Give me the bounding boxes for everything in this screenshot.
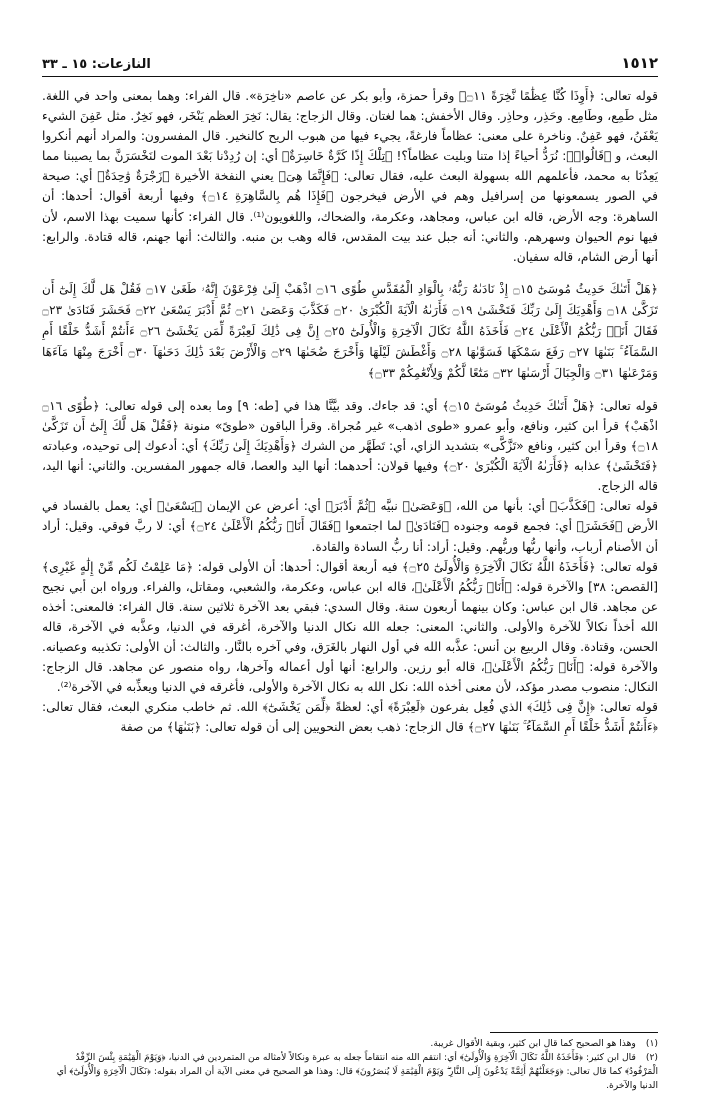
surah-verse-range: النازعات: ١٥ ـ ٣٣: [42, 57, 151, 72]
footnote-divider: [490, 1032, 658, 1033]
running-header: [42, 46, 658, 72]
footnote-text: وهذا هو الصحيح كما قال ابن كثير، وبقية الأقوال غريبة.: [430, 1038, 636, 1049]
header-divider: [42, 76, 658, 77]
quran-verses-block: ﴿هَلْ أَتَىٰكَ حَدِيثُ مُوسَىٰٓ ۝١٥ إِذْ نَادَىٰهُ رَبُّهُۥ بِالْوَادِ الْمُقَدَّسِ طُوًى ۝١٦ اذْهَبْ إِلَىٰ فِرْعَوْنَ إِنَّهُۥ طَغَىٰ ۝١٧ فَقُلْ هَل لَّكَ إِلَىٰٓ أَن تَزَكَّىٰ ۝١٨ وَأَهْدِيَكَ إِلَىٰ رَبِّكَ فَتَخْشَىٰ ۝١٩ فَأَرَىٰهُ الْآيَةَ الْكُبْرَىٰ ۝٢٠ فَكَذَّبَ وَعَصَىٰ ۝٢١ ثُمَّ أَدْبَرَ يَسْعَىٰ ۝٢٢ فَحَشَرَ فَنَادَىٰ ۝٢٣ فَقَالَ أَنَا۠ رَبُّكُمُ الْأَعْلَىٰ ۝٢٤ فَأَخَذَهُ اللَّهُ نَكَالَ الْآخِرَةِ وَالْأُولَىٰٓ ۝٢٥ إِنَّ فِى ذَٰلِكَ لَعِبْرَةً لِّمَن يَخْشَىٰٓ ۝٢٦ ءَأَنتُمْ أَشَدُّ خَلْقًا أَمِ السَّمَآءُ ۚ بَنَىٰهَا ۝٢٧ رَفَعَ سَمْكَهَا فَسَوَّىٰهَا ۝٢٨ وَأَغْطَشَ لَيْلَهَا وَأَخْرَجَ ضُحَىٰهَا ۝٢٩ وَالْأَرْضَ بَعْدَ ذَٰلِكَ دَحَىٰهَآ ۝٣٠ أَخْرَجَ مِنْهَا مَآءَهَا وَمَرْعَىٰهَا ۝٣١ وَالْجِبَالَ أَرْسَىٰهَا ۝٣٢ مَتَٰعًا لَّكُمْ وَلِأَنْعَٰمِكُمْ ۝٣٣﴾: [42, 281, 658, 380]
footnote-text: قال ابن كثير: ﴿فَأَخَذَهُ اللَّهُ نَكَالَ الْآخِرَةِ وَالْأُولَىٰٓ﴾ أي: انتقم الله منه انتقاماً جعله به عبرة ونكالاً لأمثاله من المتمردين في الدنيا، ﴿وَيَوْمَ الْقِيَٰمَةِ بِئْسَ الرِّفْدُ الْمَرْفُودُ﴾ كما قال تعالى: ﴿وَجَعَلْنَٰهُمْ أَئِمَّةً يَدْعُونَ إِلَى النَّارِ ۖ وَيَوْمَ الْقِيَٰمَةِ لَا يُنصَرُونَ﴾ قال: وهذا هو الصحيح في معنى الآية أن المراد بقوله: ﴿نَكَالَ الْآخِرَةِ وَالْأُولَىٰٓ﴾ أي الدنيا والآخرة.: [56, 1052, 658, 1091]
footnote-number: (٢): [645, 1052, 658, 1063]
footnote: [42, 1037, 658, 1051]
commentary-body: [42, 86, 658, 1021]
commentary-paragraph: قوله تعالى: ﴿هَلْ أَتَىٰكَ حَدِيثُ مُوسَىٰٓ ۝١٥﴾ أي: قد جاءك. وقد بيَّنَّا هذا في [طه: ٩] وما بعده إلى قوله تعالى: ﴿طُوًى ۝١٦ اذْهَبْ﴾ قرأ ابن كثير، ونافع، وأبو عمرو «طوى اذهب» غير مُجراة. وقرأ الباقون «طوىً» منونة ﴿فَقُلْ هَل لَّكَ إِلَىٰٓ أَن تَزَكَّىٰ ۝١٨﴾ وقرأ ابن كثير، ونافع «تَزَّكَّى» بتشديد الزاي، أي: تَطَهَّر من الشرك ﴿وَأَهْدِيَكَ إِلَىٰ رَبِّكَ﴾ أي: أدعوك إلى توحيده، وعبادته ﴿فَتَخْشَىٰ﴾ عذابه ﴿فَأَرَىٰهُ الْآيَةَ الْكُبْرَىٰ ۝٢٠﴾ وفيها قولان: أحدهما: أنها اليد والعصا، قاله جمهور المفسرين. والثاني: أنها اليد، قاله الزجاج.: [42, 398, 658, 494]
spacer: [42, 388, 658, 396]
commentary-paragraph: قوله تعالى: ﴿إِنَّ فِى ذَٰلِكَ﴾ الذي فُعِل بفرعون ﴿لَعِبْرَةً﴾ أي: لعظةً ﴿لِّمَن يَخْشَىٰٓ﴾ الله. ثم خاطب منكري البعث، فقال تعالى: ﴿ءَأَنتُمْ أَشَدُّ خَلْقًا أَمِ السَّمَآءُ ۚ بَنَىٰهَا ۝٢٧﴾ قال الزجاج: ذهب بعض النحويين إلى أن قوله تعالى: ﴿بَنَىٰهَا﴾ من صفة: [42, 700, 658, 735]
commentary-paragraph: قوله تعالى: ﴿أَوِذَا كُنَّا عِظَٰمًا نَّخِرَةً ۝١١﴾ وقرأ حمزة، وأبو بكر عن عاصم «ناخِرَة». قال الفراء: وهما بمعنى واحد في اللغة. مثل طَمِع، وطَامِع. وحَذِر، وحاذِر. وقال الأخفش: هما لغتان. وقال الزجاج: يقال: نَخِرَ العظم يَنْخَر، فهو نَخِرٌ. مثل عَفِنَ الشيء يَعْفَنُ، فهو عَفِنٌ. وناخرة على معنى: عظاماً فارغةً، يجيء فيها من هبوب الريح كالنخير. قال المفسرون: والمراد أنهم أنكروا البعث، و ﴿قَالُوا۟﴾: نُرَدُّ أحياءً إذا متنا وبليت عظاماً؟! ﴿تِلْكَ إِذًا كَرَّةٌ خَاسِرَةٌ﴾ أي: إن رُدِدْنا بَعْدَ الموت لنَخْسَرَنَّ بما يصيبنا مما يَعِدُنَا به محمد، فأعلمهم الله بسهولة البعث عليه، فقال تعالى: ﴿فَإِنَّمَا هِىَ﴾ يعني النفخة الأخيرة ﴿زَجْرَةٌ وَٰحِدَةٌ﴾ أي: صيحة في الصور يسمعونها من إسرافيل وهم في الأرض فيخرجون ﴿فَإِذَا هُم بِالسَّاهِرَةِ ۝١٤﴾ وفيها أربعة أقوال: أحدها: أن الساهرة: وجه الأرض، قاله ابن عباس، ومجاهد، وعكرمة، والضحاك، واللغويون⁽¹⁾. قال الفراء: كأنها سميت بهذا الاسم، لأن فيها نوم الحيوان وسهرهم. والثاني: أنه جبل عند بيت المقدس، قاله وهب بن منبه. والثالث: أنها جهنم، قاله قتادة. والرابع: أنها أرض الشام، قاله سفيان.: [42, 89, 658, 264]
footnote-number: (١): [645, 1038, 658, 1049]
footnote: [42, 1051, 658, 1093]
spacer: [42, 267, 658, 275]
page-number: ١٥١٢: [621, 54, 658, 72]
commentary-paragraph: قوله تعالى: ﴿فَكَذَّبَ﴾ أي: بأنها من الله، ﴿وَعَصَىٰ﴾ نبيَّه ﴿ثُمَّ أَدْبَرَ﴾ أي: أعرض عن الإيمان ﴿يَسْعَىٰ﴾ أي: يعمل بالفساد في الأرض ﴿فَحَشَرَ﴾ أي: فجمع قومه وجنوده ﴿فَنَادَىٰ﴾ لما اجتمعوا ﴿فَقَالَ أَنَا۠ رَبُّكُمُ الْأَعْلَىٰ ۝٢٤﴾ أي: لا ربَّ فوقي. وقيل: أراد أن الأصنام أرباب، وأنها ربُّها وربُّهم. وقيل: أراد: أنا ربُّ السادة والقادة.: [42, 499, 658, 554]
commentary-paragraph: قوله تعالى: ﴿فَأَخَذَهُ اللَّهُ نَكَالَ الْآخِرَةِ وَالْأُولَىٰٓ ۝٢٥﴾ فيه أربعة أقوال: أحدها: أن الأولى قوله: ﴿مَا عَلِمْتُ لَكُم مِّنْ إِلَٰهٍ غَيْرِى﴾ [القصص: ٣٨] والآخرة قوله: ﴿أَنَا۠ رَبُّكُمُ الْأَعْلَىٰ﴾، قاله ابن عباس، وعكرمة، والشعبي، ومقاتل، والفراء. ورواه ابن أبي نجيح عن مجاهد. قال ابن عباس: وكان بينهما أربعون سنة. وقال السدي: فبقي بعد الآخرة ثلاثين سنة. قال الفراء: فالمعنى: أخذه الله أخذاً نكالاً للآخرة والأولى. والثاني: المعنى: جعله الله نكال الدنيا والآخرة، أغرقه في الدنيا، وعذَّبه في الآخرة، قاله الحسن، وقتادة. وقال الربيع بن أنس: عذَّبه الله في أول النهار بالغَرَق، وفي آخره بالنَّار. والثالث: أن الأولى: تكذيبه وعصيانه. والآخرة قوله: ﴿أَنَا۠ رَبُّكُمُ الْأَعْلَىٰ﴾، قاله أبو رزين. والرابع: أنها أول أعماله وآخرها، رواه منصور عن مجاهد. قال الزجاج: النكال: منصوب مصدر مؤكد، لأن معنى أخذه الله: نكل الله به نكال الآخرة والأولى، فأغرقه في الدنيا ويعذِّبه في الآخرة⁽²⁾.: [42, 559, 658, 695]
footnotes: [42, 1037, 658, 1099]
